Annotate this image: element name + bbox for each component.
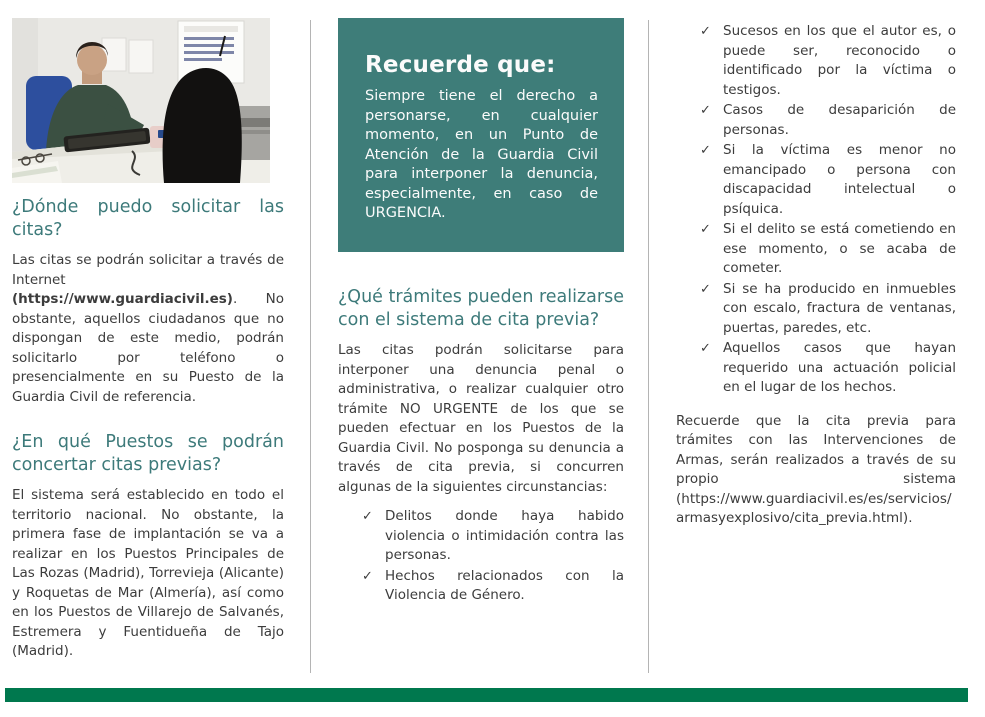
callout-title: Recuerde que: — [365, 52, 556, 78]
heading-where-request-appointments: ¿Dónde puedo solicitar las citas? — [12, 197, 284, 240]
column-right — [676, 18, 956, 529]
checklist-item — [338, 567, 624, 606]
checklist-item — [676, 101, 956, 140]
column-left — [12, 18, 284, 662]
checklist-item-text: Casos de desaparición de personas. — [723, 102, 956, 138]
checklist-item — [676, 339, 956, 398]
checklist-item — [676, 141, 956, 219]
wall-paper-sheet — [129, 40, 153, 73]
check-icon: ✓ — [700, 222, 711, 237]
column-divider-left — [310, 20, 311, 673]
paragraph-tramites: Las citas podrán solicitarse para interponer una denuncia penal o administrativa, o realizar cualquier otro trámite NO URGENTE de los que se pueden efectuar en los Puestos de la Guardia Civil. No posponga su denuncia a través de cita previa, si concurren algunas de la siguientes circunstancias: — [338, 342, 624, 495]
footer-accent-bar — [5, 688, 968, 702]
url-guardiacivil: (https://www.guardiacivil.es) — [12, 291, 233, 307]
check-icon: ✓ — [362, 568, 373, 584]
check-icon: ✓ — [700, 281, 711, 297]
checklist-item-text: Si el delito se está cometiendo en ese momento, o se acaba de cometer. — [723, 221, 956, 276]
checklist-item-text: Delitos donde haya habido violencia o intimidación contra las personas. — [385, 508, 624, 563]
circumstances-checklist — [338, 507, 624, 606]
paragraph-where-request — [12, 251, 284, 407]
checklist-item-text: Aquellos casos que hayan requerido una actuación policial en el lugar de los hechos. — [723, 340, 956, 395]
paragraph-intervenciones-armas: Recuerde que la cita previa para trámites con las Intervenciones de Armas, serán realizados a través de su propio sistema (https://www.guardiacivil.es/es/servicios/armasyexplosivo/cita_previa.html). — [676, 412, 956, 526]
printer — [238, 106, 270, 160]
checklist-item-text: Si se ha producido en inmuebles con escalo, fractura de ventanas, puertas, paredes, etc. — [723, 280, 956, 336]
check-icon: ✓ — [700, 24, 711, 39]
heading-which-posts: ¿En qué Puestos se podrán concertar citas previas? — [12, 432, 284, 475]
checklist-item-text: Hechos relacionados con la Violencia de Género. — [385, 567, 624, 603]
check-icon: ✓ — [362, 509, 373, 524]
paragraph-text: . No obstante, aquellos ciudadanos que no dispongan de este medio, podrán solicitarlo por teléfono o presencialmente en su Puesto de la Guardia Civil de referencia. — [12, 291, 284, 405]
column-divider-right — [648, 20, 649, 673]
circumstances-checklist-continued — [676, 22, 956, 398]
check-icon: ✓ — [700, 103, 711, 118]
callout-body: Siempre tiene el derecho a personarse, en cualquier momento, en un Punto de Atención de la Guardia Civil para interponer la denuncia, especialmente, en caso de URGENCIA. — [365, 88, 598, 221]
paragraph-text: Las citas se podrán solicitar a través de Internet — [12, 252, 284, 288]
remember-callout-box — [338, 18, 624, 252]
check-icon: ✓ — [700, 143, 711, 158]
column-middle — [338, 18, 624, 607]
checklist-item — [676, 280, 956, 339]
check-icon: ✓ — [700, 341, 711, 356]
checklist-item-text: Sucesos en los que el autor es, o puede ser, reconocido o identificado por la víctima o testigos. — [723, 23, 956, 98]
office-photo — [12, 18, 270, 183]
checklist-item — [676, 220, 956, 279]
heading-tramites: ¿Qué trámites pueden realizarse con el sistema de cita previa? — [338, 287, 624, 330]
checklist-item — [338, 507, 624, 566]
checklist-item — [676, 22, 956, 100]
checklist-item-text: Si la víctima es menor no emancipado o persona con discapacidad intelectual o psíquica. — [723, 142, 956, 217]
paragraph-which-posts: El sistema será establecido en todo el territorio nacional. No obstante, la primera fase de implantación se va a realizar en los Puestos Principales de Las Rozas (Madrid), Torrevieja (Alicante) y Roquetas de Mar (Almería), así como en los Puestos de Villarejo de Salvanés, Estremera y Fuentidueña de Tajo (Madrid). — [12, 487, 284, 659]
